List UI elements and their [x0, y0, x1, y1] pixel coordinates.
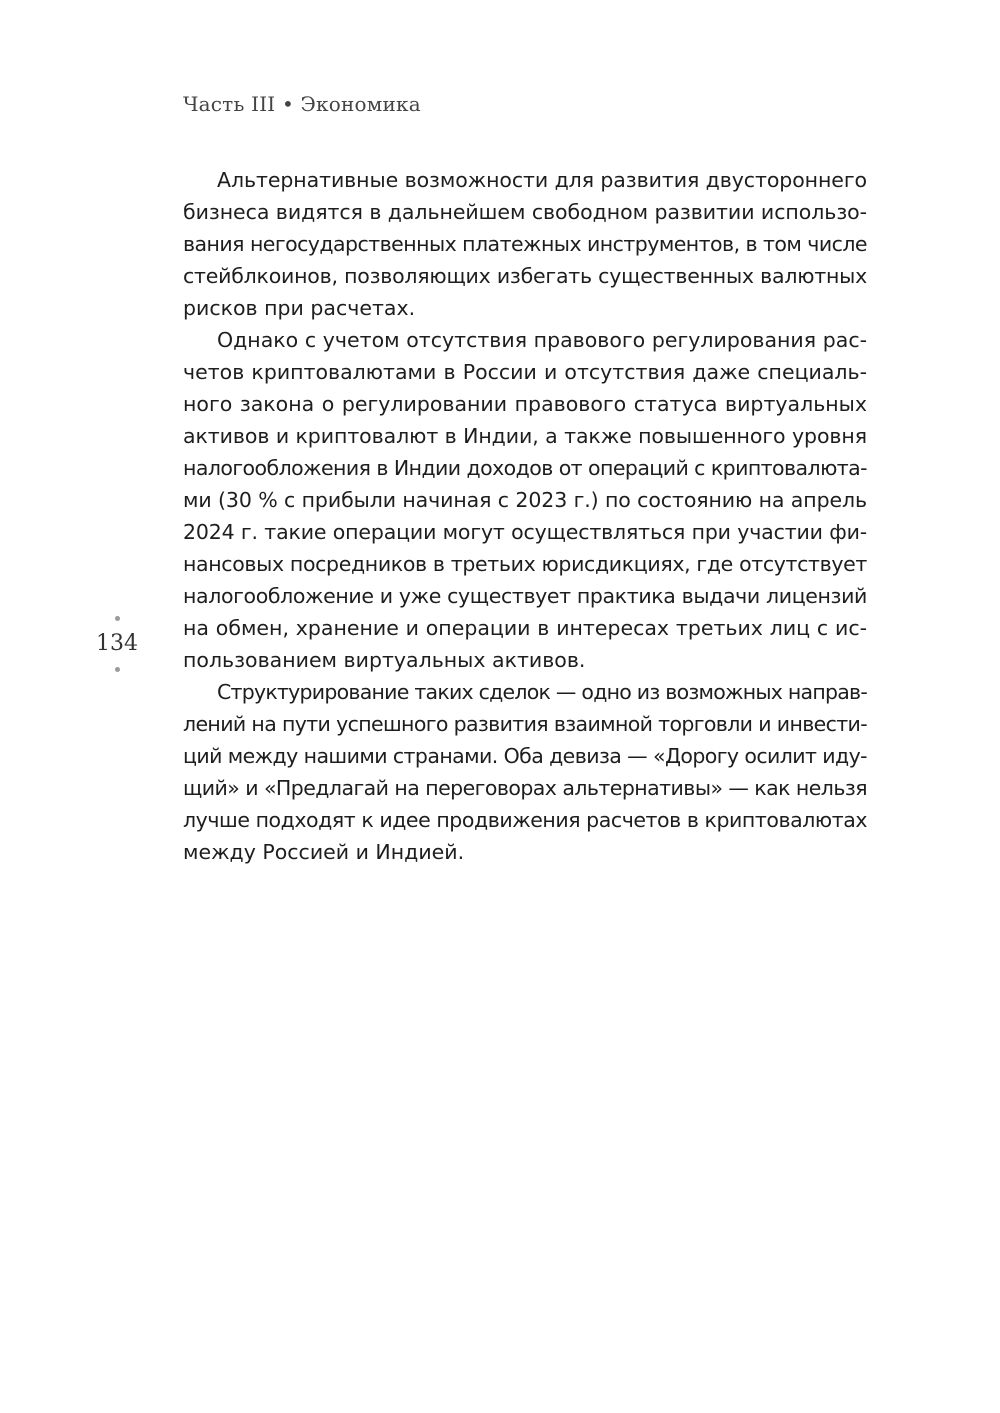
text-line: ций между нашими странами. Оба девиза — «Дорогу осилит иду-	[183, 744, 867, 768]
text-line: нансовых посредников в третьих юрисдикциях, где отсутствует	[183, 552, 867, 576]
text-line: лучше подходят к идее продвижения расчетов в криптовалютах	[183, 808, 868, 832]
text-line: лений на пути успешного развития взаимной торговли и инвести-	[183, 712, 867, 736]
text-line: налогообложения в Индии доходов от операций с криптовалюта-	[183, 456, 867, 480]
text-line: ного закона о регулировании правового статуса виртуальных	[183, 392, 867, 416]
text-line: вания негосударственных платежных инструментов, в том числе	[183, 232, 868, 256]
text-line: налогообложение и уже существует практика выдачи лицензий	[183, 584, 867, 608]
text-line: бизнеса видятся в дальнейшем свободном развитии использо-	[183, 200, 868, 224]
page-number: 134	[96, 631, 138, 656]
text-line: активов и криптовалют в Индии, а также повышенного уровня	[183, 424, 867, 448]
text-line: Структурирование таких сделок — одно из возможных направ-	[217, 680, 868, 704]
text-line: Однако с учетом отсутствия правового регулирования рас-	[217, 328, 867, 352]
text-line: стейблкоинов, позволяющих избегать существенных валютных	[183, 264, 867, 288]
folio-dot-top	[115, 616, 120, 621]
page-folio	[92, 616, 142, 672]
text-line: рисков при расчетах.	[183, 296, 416, 320]
body-text	[183, 164, 867, 868]
text-line: четов криптовалютами в России и отсутствия даже специаль-	[183, 360, 867, 384]
text-line: ми (30 % с прибыли начиная с 2023 г.) по состоянию на апрель	[183, 488, 867, 512]
text-line: между Россией и Индией.	[183, 840, 465, 864]
text-line: щий» и «Предлагай на переговорах альтернативы» — как нельзя	[183, 776, 867, 800]
folio-dot-bottom	[115, 667, 120, 672]
running-header: Часть III • Экономика	[183, 92, 421, 116]
text-line: 2024 г. такие операции могут осуществляться при участии фи-	[183, 520, 867, 544]
text-line: пользованием виртуальных активов.	[183, 648, 586, 672]
text-line: Альтернативные возможности для развития двустороннего	[217, 168, 867, 192]
text-line: на обмен, хранение и операции в интересах третьих лиц с ис-	[183, 616, 867, 640]
